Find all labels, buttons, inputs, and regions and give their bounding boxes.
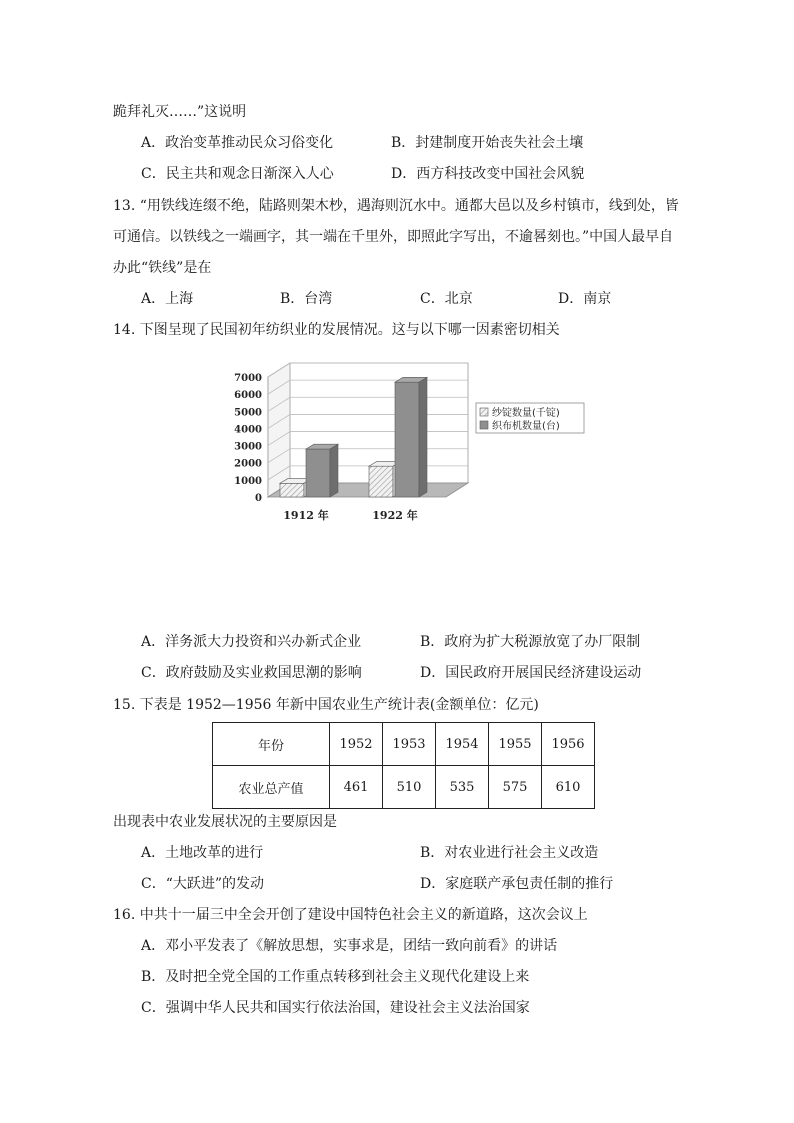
q15-option-d[interactable]: D．家庭联产承包责任制的推行: [420, 876, 614, 892]
q13-option-a[interactable]: A．上海: [141, 291, 194, 307]
q14-option-c[interactable]: C．政府鼓励及实业救国思潮的影响: [141, 665, 362, 681]
chart-bar: [369, 466, 393, 497]
q12-option-c[interactable]: C．民主共和观念日渐深入人心: [141, 166, 334, 182]
table-row-label: 农业总产值: [213, 766, 330, 809]
q16-stem: 16. 中共十一届三中全会开创了建设中国特色社会主义的新道路，这次会议上: [113, 907, 588, 923]
chart-bar: [395, 382, 419, 497]
chart-y-tick-label: 4000: [234, 424, 262, 436]
table-cell-year: 1956: [542, 723, 595, 766]
q16-option-a[interactable]: A．邓小平发表了《解放思想，实事求是，团结一致向前看》的讲话: [141, 938, 558, 954]
q13-stem-line2: 可通信。以铁线之一端画字，其一端在千里外，即照此字写出，不逾晷刻也。”中国人最早自: [113, 229, 674, 245]
table-header-year: 年份: [213, 723, 330, 766]
table-cell-value: 575: [489, 766, 542, 809]
agri-output-table: [212, 722, 595, 809]
chart-x-tick-label: 1912 年: [283, 509, 329, 522]
q12-option-d[interactable]: D．西方科技改变中国社会风貌: [391, 166, 585, 182]
q13-stem-line1: 13. “用铁线连缀不绝，陆路则架木杪，遇海则沉水中。通都大邑以及乡村镇市，线到处，皆: [113, 198, 679, 214]
q15-option-a[interactable]: A．土地改革的进行: [141, 845, 264, 861]
q16-option-b[interactable]: B．及时把全党全国的工作重点转移到社会主义现代化建设上来: [141, 969, 530, 985]
chart-y-tick-label: 0: [255, 493, 262, 504]
chart-legend-label: 纱锭数量(千锭): [492, 408, 560, 419]
table-row: [213, 723, 595, 766]
chart-x-tick-label: 1922 年: [372, 509, 418, 522]
table-cell-year: 1954: [436, 723, 489, 766]
table-cell-value: 535: [436, 766, 489, 809]
chart-back-wall: [268, 363, 468, 497]
chart-bar: [306, 449, 330, 497]
q15-question: 出现表中农业发展状况的主要原因是: [113, 814, 337, 830]
table-cell-year: 1952: [330, 723, 383, 766]
table-cell-year: 1955: [489, 723, 542, 766]
table-cell-value: 461: [330, 766, 383, 809]
chart-y-tick-label: 3000: [234, 441, 262, 453]
q14-stem: 14. 下图呈现了民国初年纺织业的发展情况。这与以下哪一因素密切相关: [113, 322, 560, 338]
table-cell-value: 610: [542, 766, 595, 809]
chart-legend-swatch: [480, 408, 488, 416]
chart-bar: [280, 483, 304, 497]
q15-option-b[interactable]: B．对农业进行社会主义改造: [420, 845, 599, 861]
q12-option-b[interactable]: B．封建制度开始丧失社会土壤: [391, 135, 584, 151]
chart-legend-swatch: [480, 421, 488, 429]
chart-y-tick-label: 5000: [234, 407, 262, 419]
chart-y-tick-label: 1000: [234, 475, 262, 487]
table-cell-year: 1953: [383, 723, 436, 766]
q13-option-d[interactable]: D．南京: [558, 291, 612, 307]
q16-option-c[interactable]: C．强调中华人民共和国实行依法治国，建设社会主义法治国家: [141, 1000, 530, 1016]
q14-option-b[interactable]: B．政府为扩大税源放宽了办厂限制: [420, 634, 641, 650]
table-cell-value: 510: [383, 766, 436, 809]
chart-bar-side: [330, 444, 338, 497]
table-row: [213, 766, 595, 809]
textile-chart-svg: [228, 355, 598, 530]
q12-stem-tail: 跪拜礼灭……”这说明: [113, 104, 247, 120]
chart-legend-label: 织布机数量(台): [492, 421, 560, 432]
q14-option-d[interactable]: D．国民政府开展国民经济建设运动: [420, 665, 642, 681]
chart-bar-side: [419, 377, 427, 497]
chart-y-tick-label: 6000: [234, 390, 262, 402]
q15-stem: 15. 下表是 1952—1956 年新中国农业生产统计表(金额单位：亿元): [113, 697, 539, 713]
textile-chart: [228, 355, 598, 530]
q13-stem-line3: 办此“铁线”是在: [113, 260, 212, 276]
q13-option-b[interactable]: B．台湾: [280, 291, 333, 307]
chart-y-tick-label: 7000: [234, 373, 262, 384]
q15-option-c[interactable]: C．“大跃进”的发动: [141, 876, 265, 892]
q12-option-a[interactable]: A．政治变革推动民众习俗变化: [141, 135, 334, 151]
q13-option-c[interactable]: C．北京: [420, 291, 473, 307]
q14-option-a[interactable]: A．洋务派大力投资和兴办新式企业: [141, 634, 362, 650]
chart-y-tick-label: 2000: [234, 458, 262, 470]
chart-side-wall: [268, 363, 290, 497]
